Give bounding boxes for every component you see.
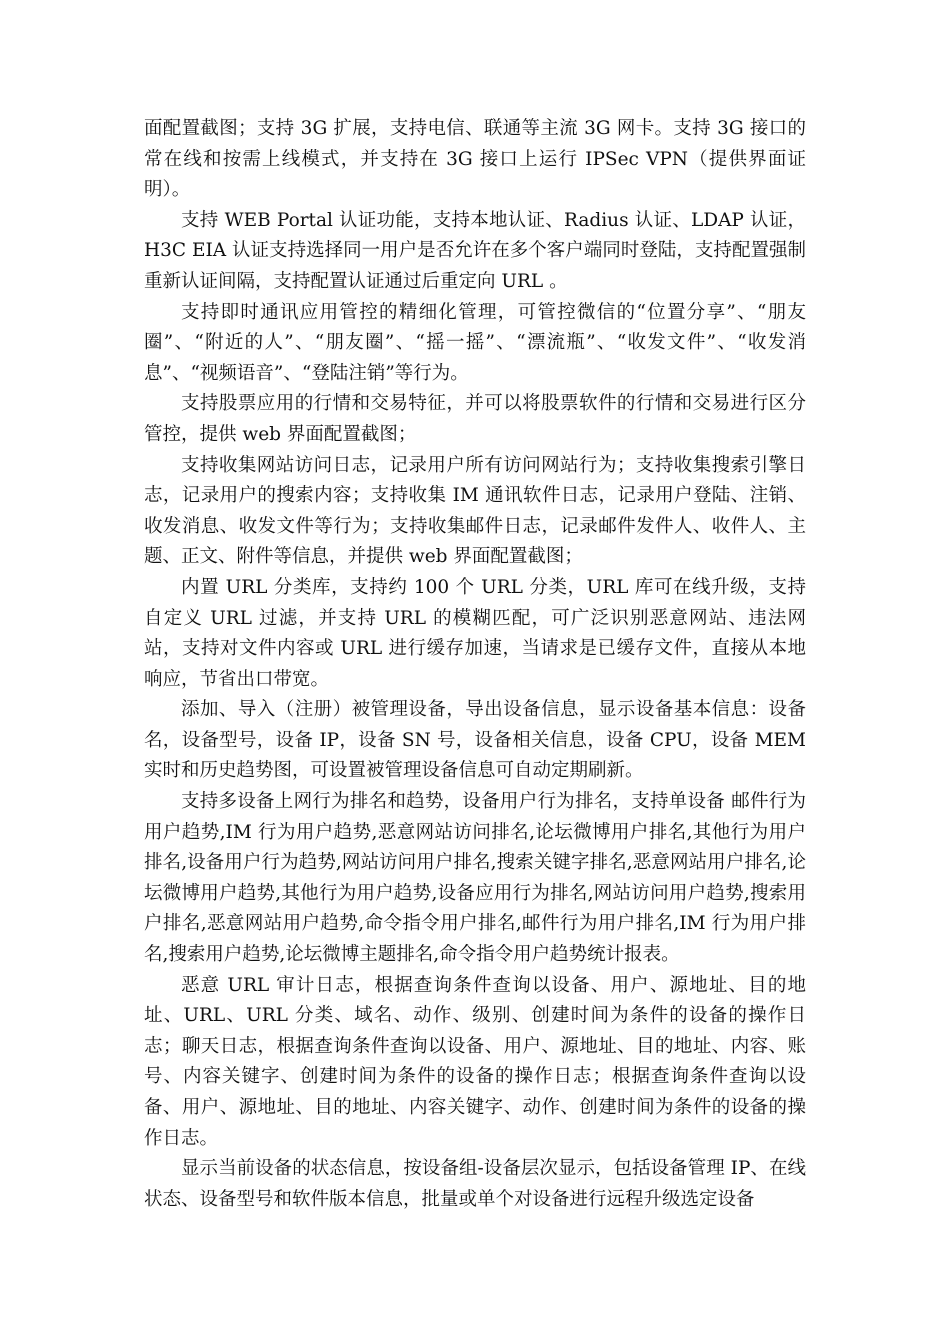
paragraph-behavior-ranking: 支持多设备上网行为排名和趋势，设备用户行为排名，支持单设备 邮件行为用户趋势,IM 行为用户趋势,恶意网站访问排名,论坛微博用户排名,其他行为用户排名,设备用户行为趋势,网站访问用户排名,搜索关键字排名,恶意网站用户排名,论坛微博用户趋势,其他行为用户趋势,设备应用行为排名,网站访问用户趋势,搜索用户排名,恶意网站用户趋势,命令指令用户排名,邮件行为用户排名,IM 行为用户排名,搜索用户趋势,论坛微博主题排名,命令指令用户趋势统计报表。 bbox=[144, 791, 806, 966]
paragraph-stock-apps: 支持股票应用的行情和交易特征，并可以将股票软件的行情和交易进行区分管控，提供 web 界面配置截图； bbox=[144, 393, 806, 445]
paragraph-audit-logs: 恶意 URL 审计日志，根据查询条件查询以设备、用户、源地址、目的地址、URL、URL 分类、域名、动作、级别、创建时间为条件的设备的操作日志；聊天日志，根据查询条件查询以设备、用户、源地址、目的地址、内容、账号、内容关键字、创建时间为条件的设备的操作日志；根据查询条件查询以设备、用户、源地址、目的地址、内容关键字、动作、创建时间为条件的设备的操作日志。 bbox=[144, 974, 806, 1149]
paragraph-log-collection: 支持收集网站访问日志，记录用户所有访问网站行为；支持收集搜索引擎日志，记录用户的搜索内容；支持收集 IM 通讯软件日志，记录用户登陆、注销、收发消息、收发文件等行为；支持收集邮件日志，记录邮件发件人、收件人、主题、正文、附件等信息，并提供 web 界面配置截图； bbox=[144, 454, 806, 568]
paragraph-im-control: 支持即时通讯应用管控的精细化管理，可管控微信的“位置分享”、“朋友圈”、“附近的人”、“朋友圈”、“摇一摇”、“漂流瓶”、“收发文件”、“收发消息”、“视频语音”、“登陆注销”等行为。 bbox=[144, 301, 806, 384]
paragraph-3g-support: 面配置截图；支持 3G 扩展，支持电信、联通等主流 3G 网卡。支持 3G 接口的常在线和按需上线模式，并支持在 3G 接口上运行 IPSec VPN（提供界面证明）。 bbox=[144, 118, 806, 201]
paragraph-device-management: 添加、导入（注册）被管理设备，导出设备信息，显示设备基本信息：设备名，设备型号，设备 IP，设备 SN 号，设备相关信息，设备 CPU，设备 MEM 实时和历史趋势图，可设置被管理设备信息可自动定期刷新。 bbox=[144, 699, 806, 782]
document-body bbox=[144, 114, 806, 1215]
paragraph-portal-auth: 支持 WEB Portal 认证功能，支持本地认证、Radius 认证、LDAP 认证，H3C EIA 认证支持选择同一用户是否允许在多个客户端同时登陆，支持配置强制重新认证间隔，支持配置认证通过后重定向 URL 。 bbox=[144, 209, 806, 292]
paragraph-device-status: 显示当前设备的状态信息，按设备组-设备层次显示，包括设备管理 IP、在线状态、设备型号和软件版本信息，批量或单个对设备进行远程升级选定设备 bbox=[144, 1158, 806, 1210]
paragraph-url-library: 内置 URL 分类库，支持约 100 个 URL 分类，URL 库可在线升级，支持自定义 URL 过滤，并支持 URL 的模糊匹配，可广泛识别恶意网站、违法网站，支持对文件内容或 URL 进行缓存加速，当请求是已缓存文件，直接从本地响应，节省出口带宽。 bbox=[144, 576, 806, 690]
